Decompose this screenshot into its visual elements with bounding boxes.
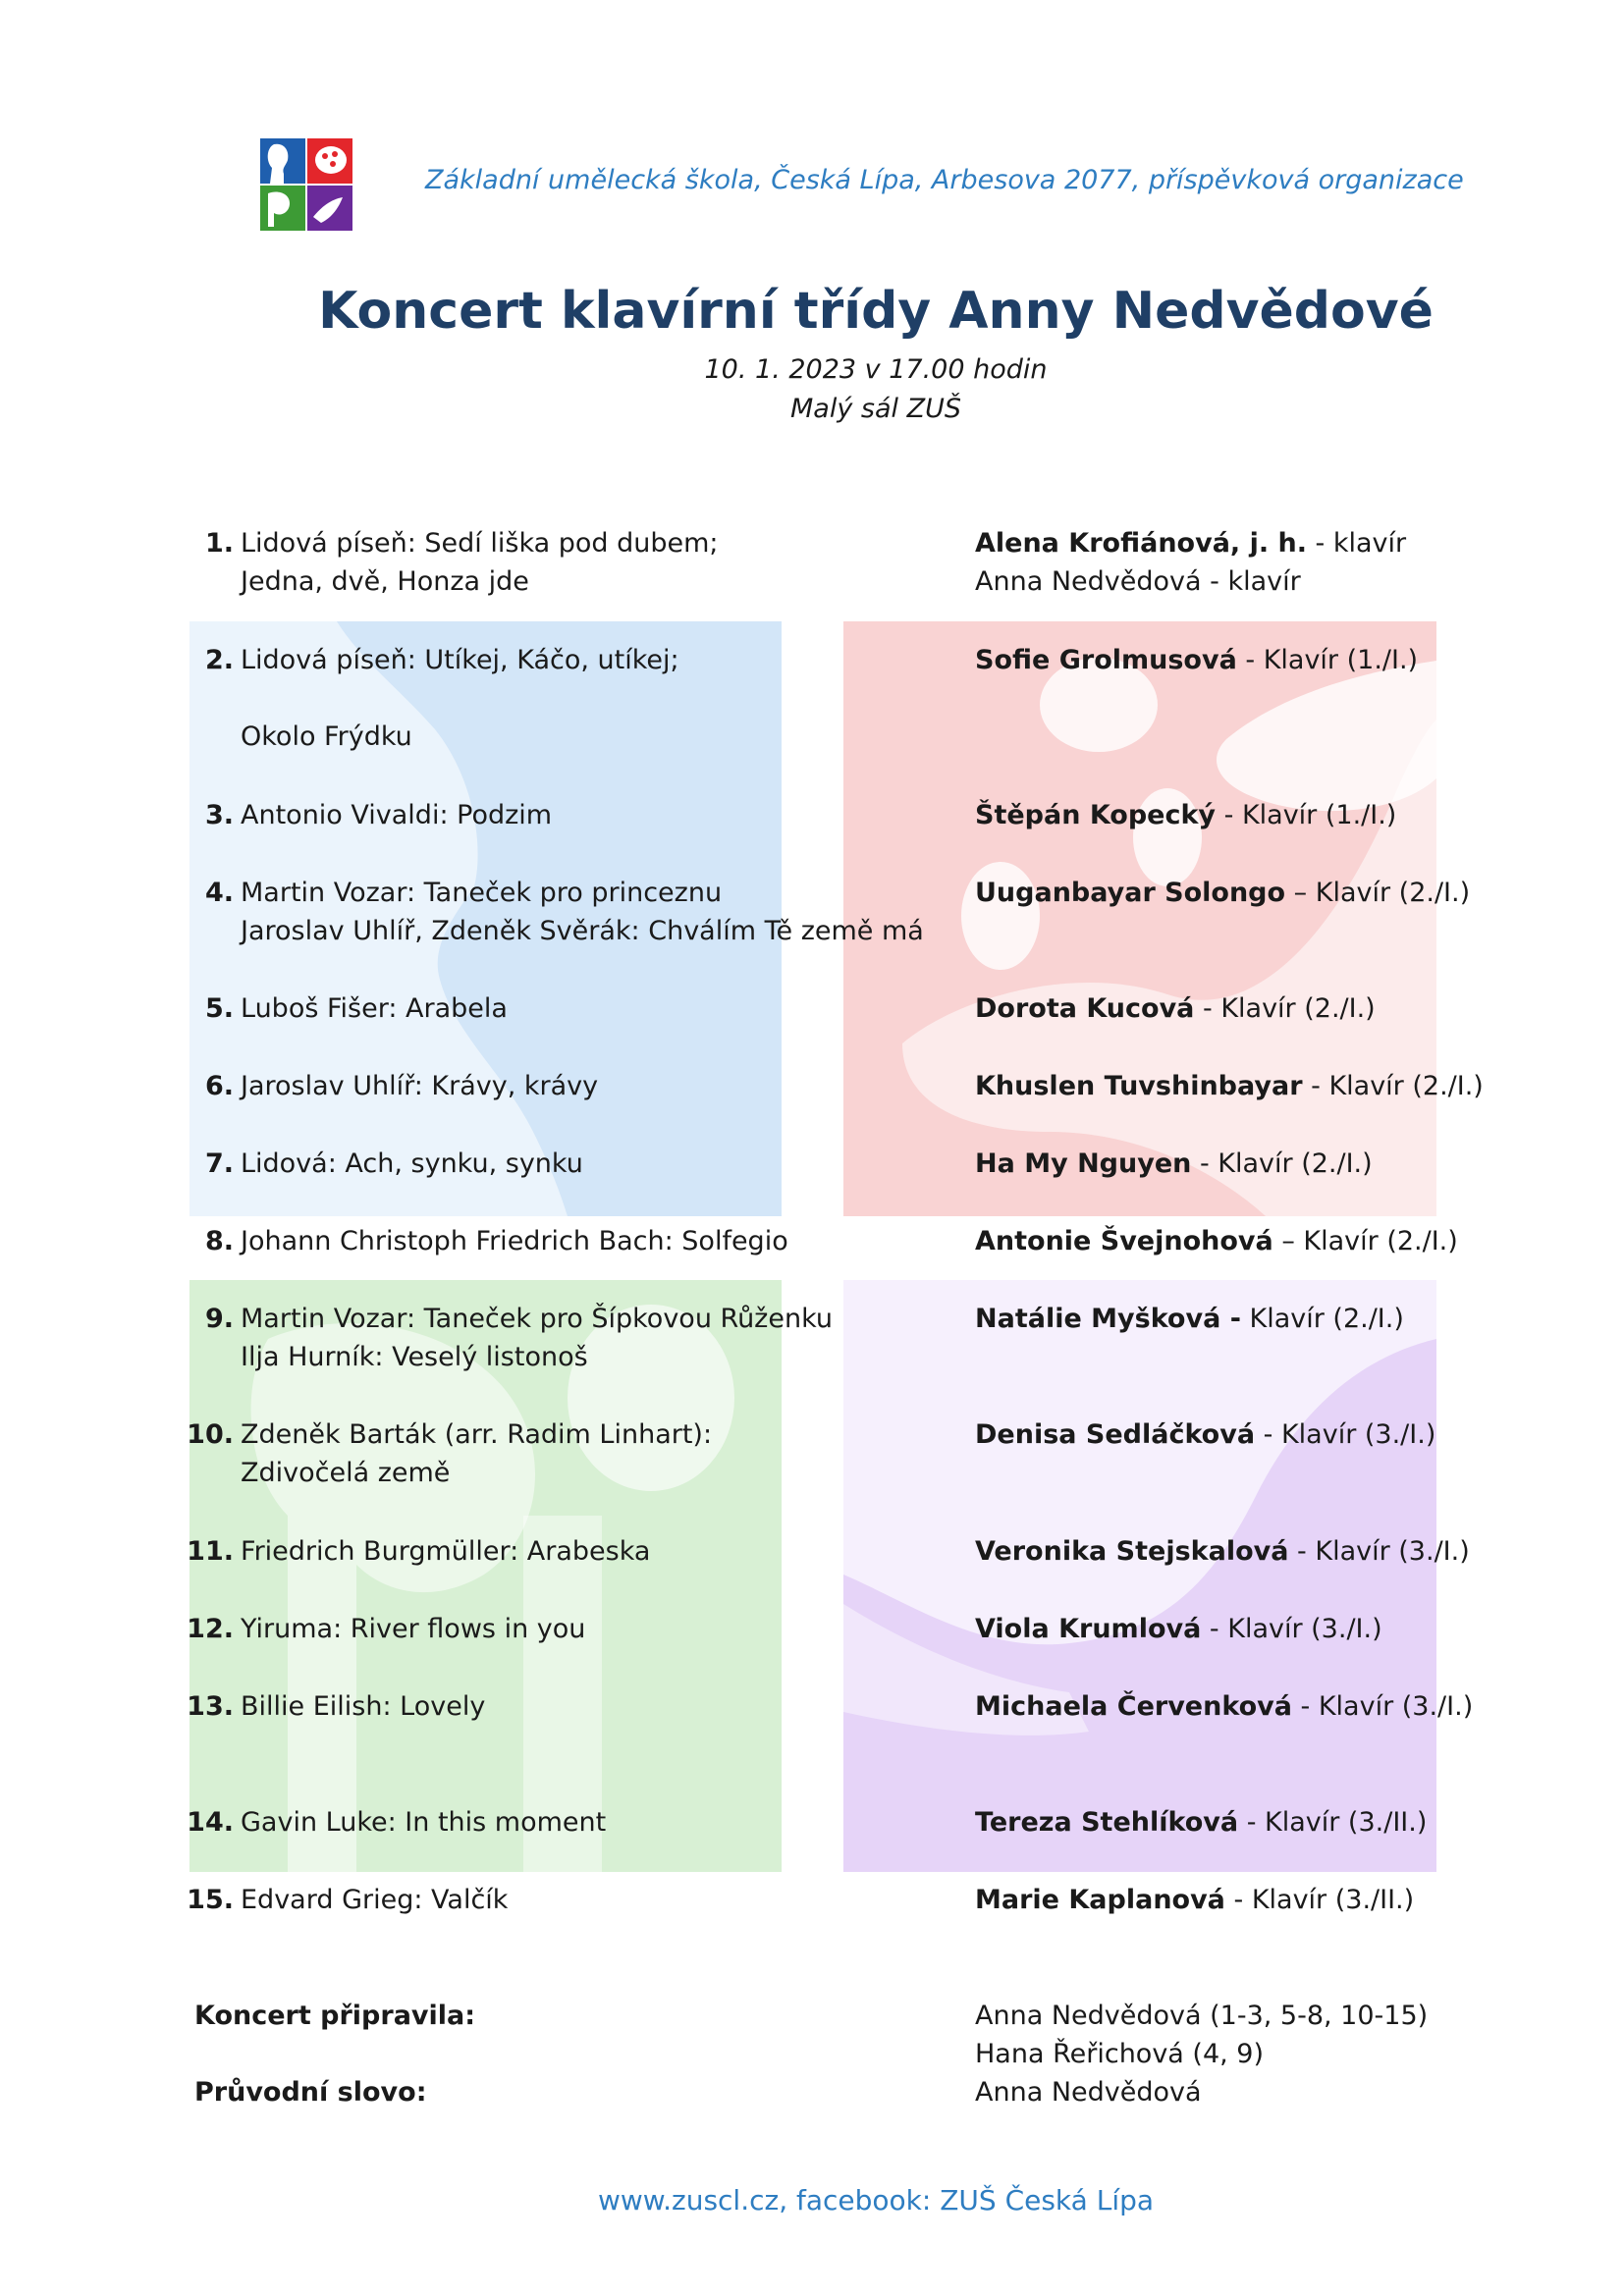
item-pieces [241, 524, 719, 601]
item-performers [975, 1415, 1435, 1454]
performer-name: Antonie Švejnohová [975, 1226, 1273, 1256]
host-label: Průvodní slovo: [194, 2077, 427, 2108]
performer-name: Štěpán Kopecký [975, 800, 1217, 830]
item-performers [975, 1687, 1473, 1726]
performer-role: - Klavír (2./I.) [1191, 1148, 1373, 1179]
performer [975, 874, 1470, 912]
performer [975, 1145, 1373, 1183]
performer-role: - Klavír (2./I.) [1302, 1071, 1484, 1101]
prepared-value [975, 1997, 1428, 2073]
performer-role: Anna Nedvědová - klavír [975, 566, 1301, 597]
item-number: 9. [204, 1304, 234, 1334]
performer [975, 1803, 1427, 1842]
item-number: 6. [204, 1071, 234, 1101]
item-performers [975, 989, 1376, 1028]
performer-role: - Klavír (3./II.) [1238, 1807, 1428, 1838]
item-pieces [241, 1532, 650, 1571]
performer [975, 641, 1418, 679]
performer [975, 1222, 1458, 1260]
item-number: 15. [187, 1885, 234, 1915]
item-pieces [241, 1145, 583, 1183]
performer-name: Khuslen Tuvshinbayar [975, 1071, 1303, 1101]
item-performers [975, 1222, 1458, 1260]
performer [975, 1300, 1404, 1338]
performer-name: Tereza Stehlíková [975, 1807, 1239, 1838]
performer-name: Natálie Myšková - [975, 1304, 1241, 1334]
performer-name: Marie Kaplanová [975, 1885, 1225, 1915]
item-performers [975, 1803, 1427, 1842]
concert-venue: Malý sál ZUŠ [790, 394, 961, 424]
piece-line: Yiruma: River flows in you [241, 1614, 586, 1644]
item-performers [975, 1145, 1373, 1183]
item-pieces [241, 1881, 508, 1919]
performer [975, 1067, 1484, 1105]
performer [975, 796, 1396, 834]
page-title: Koncert klavírní třídy Anny Nedvědové [318, 282, 1434, 341]
performer-role: - Klavír (3./II.) [1224, 1885, 1415, 1915]
performer-role: Klavír (2./I.) [1240, 1304, 1404, 1334]
performer [975, 1610, 1382, 1648]
performer [975, 989, 1376, 1028]
footer-links[interactable]: www.zuscl.cz, facebook: ZUŠ Česká Lípa [597, 2184, 1155, 2216]
performer-name: Denisa Sedláčková [975, 1419, 1256, 1450]
performer-name: Ha My Nguyen [975, 1148, 1192, 1179]
performer-name: Viola Krumlová [975, 1614, 1202, 1644]
item-pieces [241, 796, 552, 834]
item-pieces [241, 641, 679, 756]
item-number: 2. [204, 645, 234, 675]
item-performers [975, 1067, 1484, 1105]
performer-name: Dorota Kucová [975, 993, 1195, 1024]
item-number: 3. [204, 800, 234, 830]
piece-line: Zdivočelá země [241, 1458, 451, 1488]
prepared-line: Hana Řeřichová (4, 9) [975, 2039, 1265, 2069]
item-pieces [241, 1222, 788, 1260]
item-number: 13. [187, 1691, 234, 1722]
performer-role: - Klavír (3./I.) [1201, 1614, 1382, 1644]
school-logo-icon [260, 138, 352, 231]
piece-line: Martin Vozar: Taneček pro princeznu [241, 878, 723, 908]
item-performers [975, 1881, 1414, 1919]
item-number: 4. [204, 878, 234, 908]
item-performers [975, 796, 1396, 834]
item-pieces [241, 1300, 833, 1376]
concert-date: 10. 1. 2023 v 17.00 hodin [704, 354, 1048, 385]
background-art-purple [843, 1280, 1436, 1872]
item-number: 8. [204, 1226, 234, 1256]
item-pieces [241, 874, 924, 950]
performer [975, 524, 1406, 562]
piece-line: Lidová: Ach, synku, synku [241, 1148, 583, 1179]
piece-line: Okolo Frýdku [241, 721, 412, 752]
piece-line: Antonio Vivaldi: Podzim [241, 800, 553, 830]
performer-name: Veronika Stejskalová [975, 1536, 1289, 1567]
background-art-red [843, 621, 1436, 1216]
item-performers [975, 524, 1406, 601]
performer-role: - Klavír (3./I.) [1255, 1419, 1436, 1450]
performer [975, 562, 1406, 601]
piece-line: Jaroslav Uhlíř: Krávy, krávy [241, 1071, 599, 1101]
piece-line: Ilja Hurník: Veselý listonoš [241, 1342, 588, 1372]
school-logo [260, 138, 352, 231]
performer-role: - klavír [1306, 528, 1407, 559]
performer [975, 1881, 1414, 1919]
piece-line: Gavin Luke: In this moment [241, 1807, 607, 1838]
performer [975, 1532, 1470, 1571]
performer-role: - Klavír (1./I.) [1216, 800, 1397, 830]
item-number: 12. [187, 1614, 234, 1644]
item-pieces [241, 1610, 585, 1648]
performer [975, 1415, 1435, 1454]
item-pieces [241, 1415, 712, 1492]
piece-line: Lidová píseň: Utíkej, Káčo, utíkej; [241, 645, 679, 675]
host-value: Anna Nedvědová [975, 2077, 1202, 2108]
piece-line [241, 679, 679, 718]
performer-role: - Klavír (3./I.) [1291, 1691, 1474, 1722]
item-number: 11. [187, 1536, 234, 1567]
item-performers [975, 1300, 1404, 1338]
performer-role: - Klavír (3./I.) [1288, 1536, 1470, 1567]
piece-line: Luboš Fišer: Arabela [241, 993, 508, 1024]
item-number: 7. [204, 1148, 234, 1179]
piece-line: Friedrich Burgmüller: Arabeska [241, 1536, 651, 1567]
item-number: 1. [204, 528, 234, 559]
item-number: 14. [187, 1807, 234, 1838]
item-pieces [241, 1067, 598, 1105]
item-pieces [241, 989, 508, 1028]
item-performers [975, 1610, 1382, 1648]
item-performers [975, 1532, 1470, 1571]
item-performers [975, 874, 1470, 912]
performer-name: Michaela Červenková [975, 1691, 1292, 1722]
prepared-line: Anna Nedvědová (1-3, 5-8, 10-15) [975, 2001, 1429, 2031]
piece-line: Johann Christoph Friedrich Bach: Solfegio [241, 1226, 788, 1256]
performer [975, 1687, 1473, 1726]
performer-name: Uuganbayar Solongo [975, 878, 1286, 908]
piece-line: Jedna, dvě, Honza jde [241, 566, 529, 597]
piece-line: Jaroslav Uhlíř, Zdeněk Svěrák: Chválím Tě země má [241, 916, 924, 946]
performer-name: Alena Krofiánová, j. h. [975, 528, 1307, 559]
piece-line: Edvard Grieg: Valčík [241, 1885, 509, 1915]
piece-line: Zdeněk Barták (arr. Radim Linhart): [241, 1419, 713, 1450]
item-number: 5. [204, 993, 234, 1024]
piece-line: Martin Vozar: Taneček pro Šípkovou Růženku [241, 1304, 833, 1334]
prepared-label: Koncert připravila: [194, 2001, 476, 2031]
performer-role: – Klavír (2./I.) [1272, 1226, 1458, 1256]
school-header: Základní umělecká škola, Česká Lípa, Arbesova 2077, příspěvková organizace [425, 165, 1464, 195]
performer-role: - Klavír (2./I.) [1194, 993, 1376, 1024]
performer-role: – Klavír (2./I.) [1285, 878, 1471, 908]
item-number: 10. [187, 1419, 234, 1450]
item-pieces [241, 1803, 606, 1842]
piece-line: Lidová píseň: Sedí liška pod dubem; [241, 528, 719, 559]
performer-name: Sofie Grolmusová [975, 645, 1237, 675]
piece-line: Billie Eilish: Lovely [241, 1691, 486, 1722]
item-performers [975, 641, 1418, 679]
performer-role: - Klavír (1./I.) [1236, 645, 1419, 675]
item-pieces [241, 1687, 485, 1726]
